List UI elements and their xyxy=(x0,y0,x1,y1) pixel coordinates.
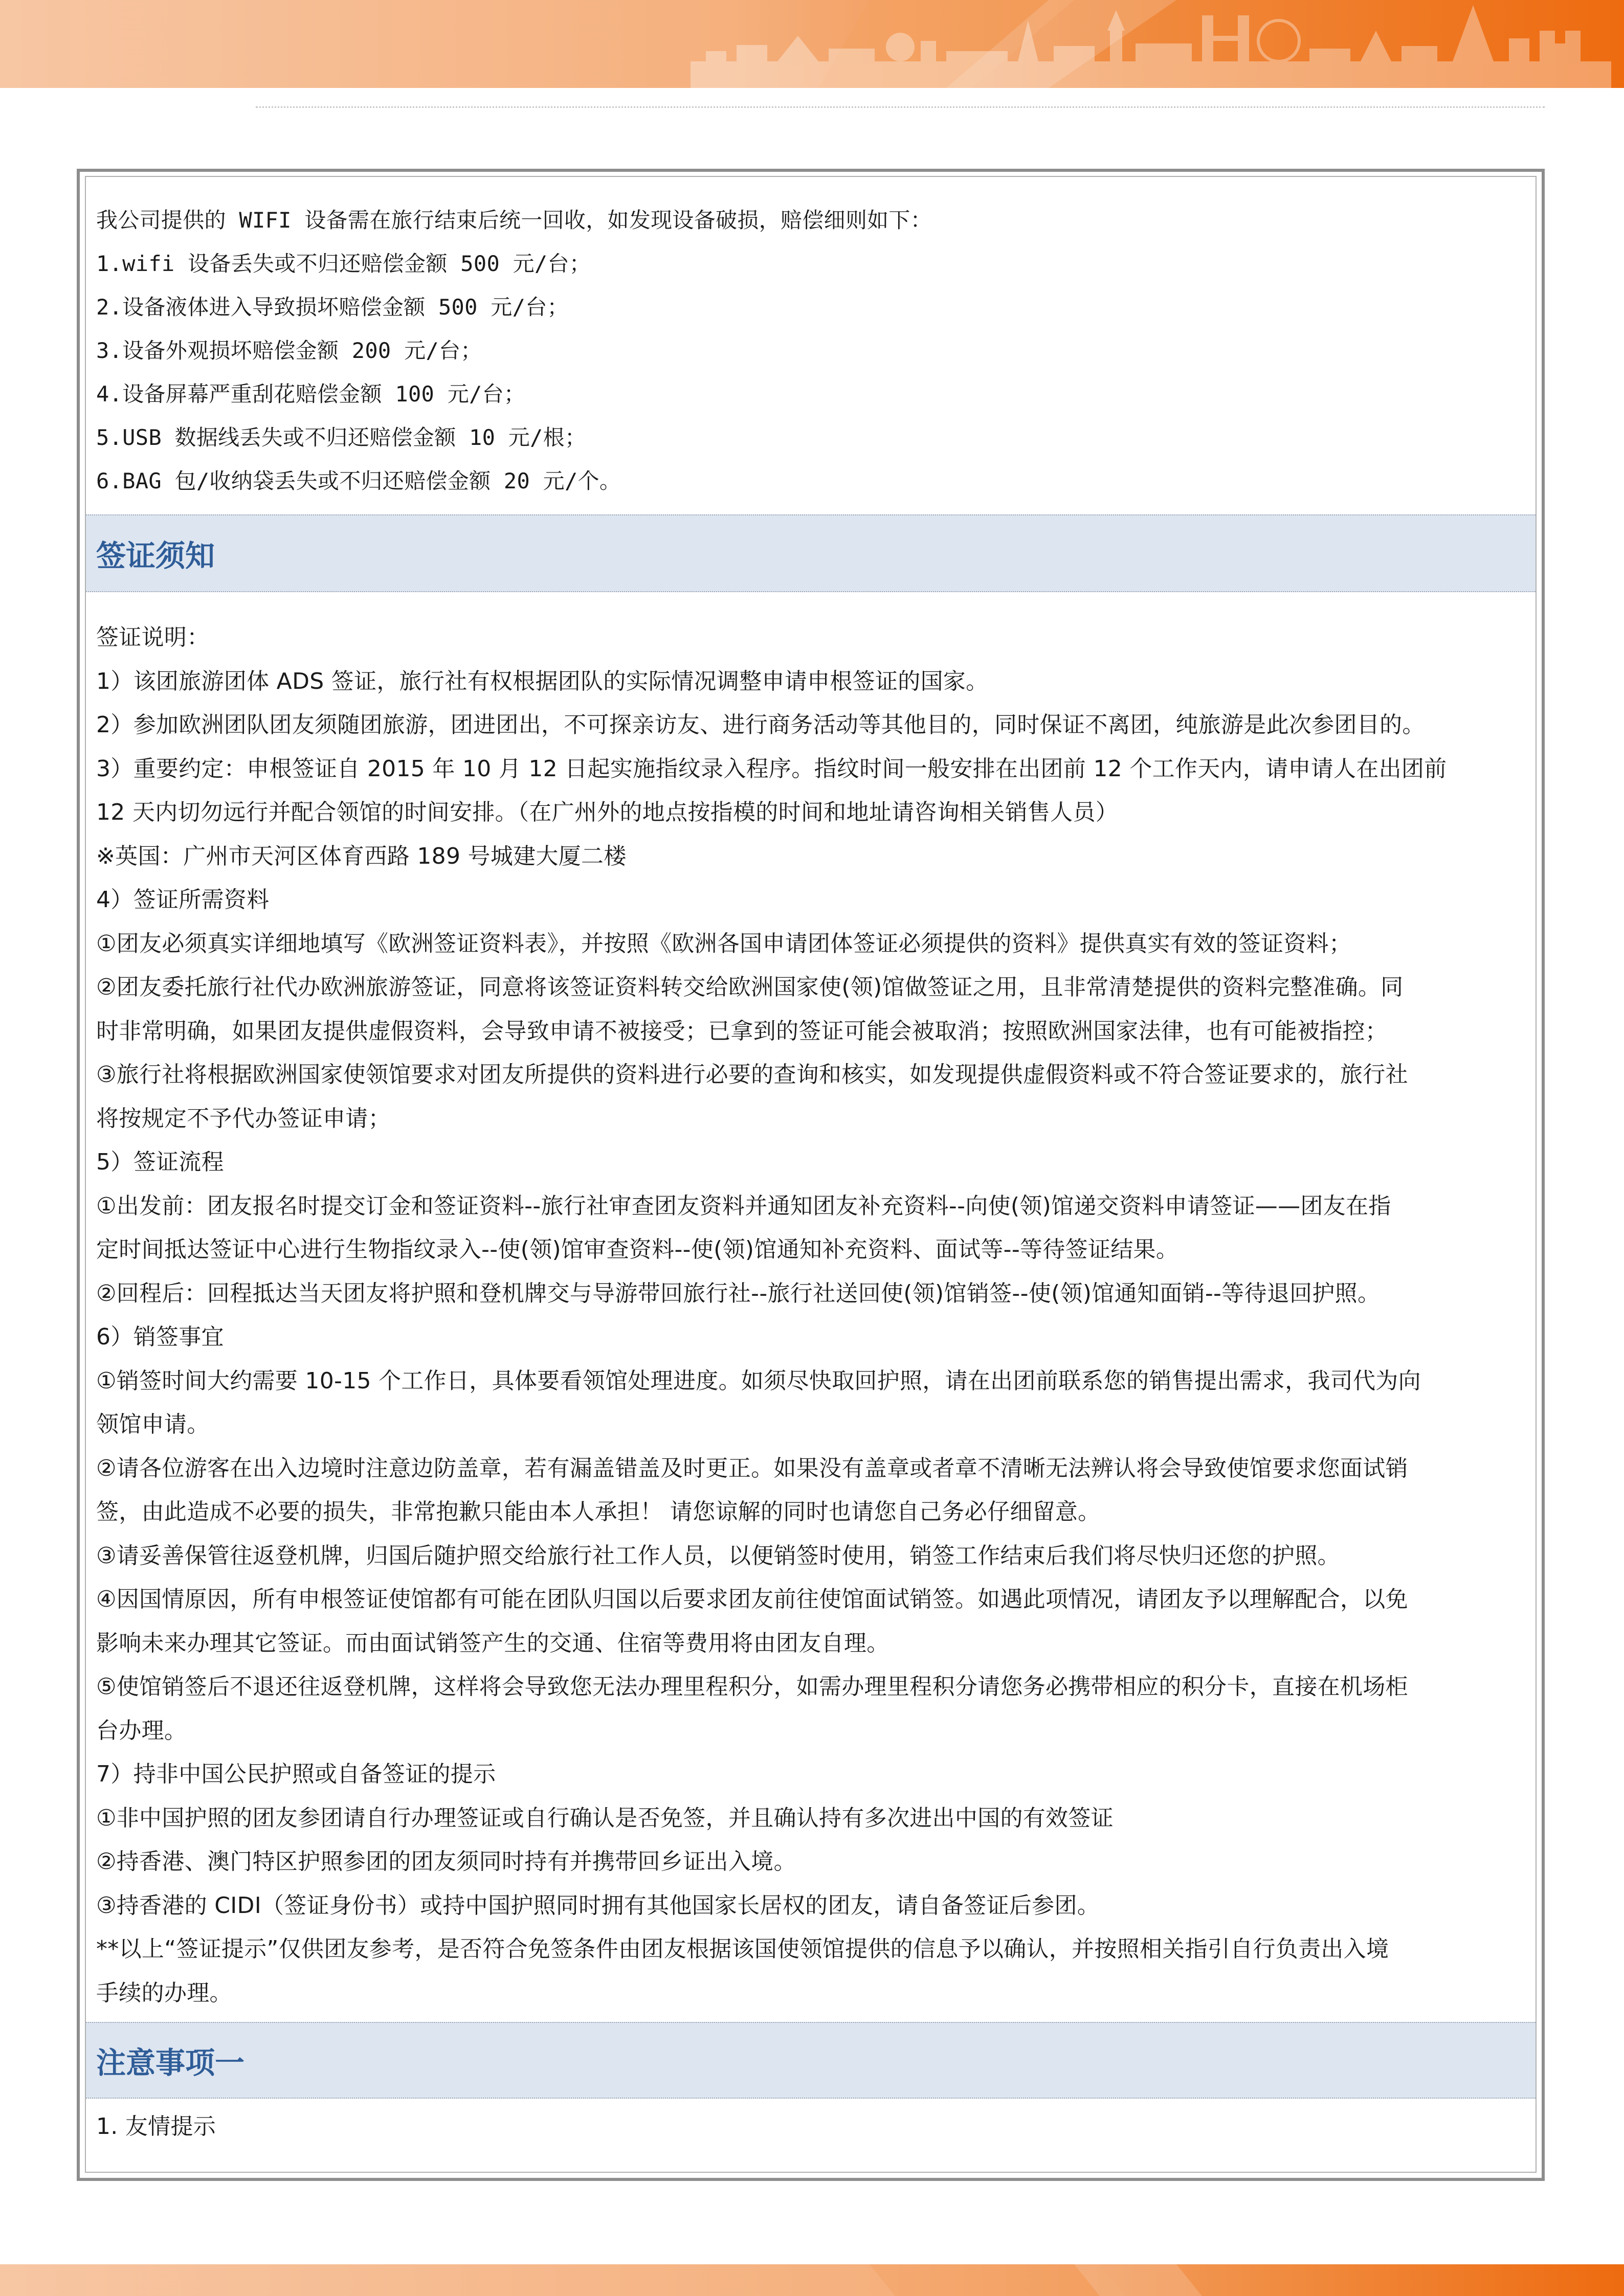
visa-line: 将按规定不予代办签证申请； xyxy=(96,1105,391,1132)
notes-section-header xyxy=(86,2022,1536,2099)
visa-line: ※英国：广州市天河区体育西路 189 号城建大厦二楼 xyxy=(96,843,627,869)
wifi-line: 4.设备屏幕严重刮花赔偿金额 100 元/台； xyxy=(96,381,526,407)
header-divider xyxy=(256,106,1545,108)
visa-line: ③请妥善保管往返登机牌，归国后随护照交给旅行社工作人员，以便销签时使用，销签工作结束后我们将尽快归还您的护照。 xyxy=(96,1542,1340,1569)
visa-content-block xyxy=(86,616,1536,2012)
city-skyline-decoration xyxy=(0,0,1624,88)
wifi-compensation-block xyxy=(86,198,1536,493)
visa-line: ①出发前：团友报名时提交订金和签证资料--旅行社审查团友资料并通知团友补充资料--向使(领)馆递交资料申请签证——团友在指 xyxy=(96,1192,1391,1219)
visa-line: 7）持非中国公民护照或自备签证的提示 xyxy=(96,1761,496,1787)
notes-content-block xyxy=(86,2105,1536,2156)
wifi-line: 6.BAG 包/收纳袋丢失或不归还赔偿金额 20 元/个。 xyxy=(96,468,621,493)
visa-line: **以上“签证提示”仅供团友参考，是否符合免签条件由团友根据该国使领馆提供的信息予以确认，并按照相关指引自行负责出入境 xyxy=(96,1936,1389,1962)
document-table xyxy=(85,176,1537,2173)
visa-line: ④因国情原因，所有申根签证使馆都有可能在团队归国以后要求团友前往使馆面试销签。如遇此项情况，请团友予以理解配合，以免 xyxy=(96,1586,1408,1612)
wifi-line: 我公司提供的 WIFI 设备需在旅行结束后统一回收，如发现设备破损，赔偿细则如下： xyxy=(96,208,932,233)
visa-line: ②请各位游客在出入边境时注意边防盖章，若有漏盖错盖及时更正。如果没有盖章或者章不清晰无法辨认将会导致使馆要求您面试销 xyxy=(96,1455,1408,1481)
visa-line: ③旅行社将根据欧洲国家使领馆要求对团友所提供的资料进行必要的查询和核实，如发现提供虚假资料或不符合签证要求的，旅行社 xyxy=(96,1062,1408,1088)
visa-line: ①团友必须真实详细地填写《欧洲签证资料表》，并按照《欧洲各国申请团体签证必须提供的资料》提供真实有效的签证资料； xyxy=(96,930,1352,957)
visa-line: 2）参加欧洲团队团友须随团旅游，团进团出，不可探亲访友、进行商务活动等其他目的，同时保证不离团，纯旅游是此次参团目的。 xyxy=(96,712,1425,738)
visa-line: ②持香港、澳门特区护照参团的团友须同时持有并携带回乡证出入境。 xyxy=(96,1849,796,1875)
wifi-line: 5.USB 数据线丢失或不归还赔偿金额 10 元/根； xyxy=(96,425,587,450)
visa-line: 1）该团旅游团体 ADS 签证，旅行社有权根据团队的实际情况调整申请申根签证的国家。 xyxy=(96,668,989,694)
visa-line: ①销签时间大约需要 10-15 个工作日，具体要看领馆处理进度。如须尽快取回护照，请在出团前联系您的销售提出需求，我司代为向 xyxy=(96,1367,1421,1394)
visa-line: 台办理。 xyxy=(96,1717,187,1744)
visa-line: ③持香港的 CIDI（签证身份书）或持中国护照同时拥有其他国家长居权的团友，请自备签证后参团。 xyxy=(96,1892,1100,1919)
visa-line: 3）重要约定：申根签证自 2015 年 10 月 12 日起实施指纹录入程序。指纹时间一般安排在出团前 12 个工作天内，请申请人在出团前 xyxy=(96,755,1447,782)
visa-line: 签证说明： xyxy=(96,624,210,650)
visa-line: 定时间抵达签证中心进行生物指纹录入--使(领)馆审查资料--使(领)馆通知补充资料、面试等--等待签证结果。 xyxy=(96,1236,1179,1263)
visa-section-title: 签证须知 xyxy=(96,538,215,573)
visa-line: 手续的办理。 xyxy=(96,1979,232,2006)
wifi-line: 2.设备液体进入导致损坏赔偿金额 500 元/台； xyxy=(96,295,569,320)
notes-line: 1. 友情提示 xyxy=(96,2113,216,2140)
header-banner xyxy=(0,0,1624,88)
visa-line: 领馆申请。 xyxy=(96,1411,210,1437)
visa-line: 4）签证所需资料 xyxy=(96,887,270,913)
notes-section-title: 注意事项一 xyxy=(96,2045,245,2080)
visa-line: ①非中国护照的团友参团请自行办理签证或自行确认是否免签，并且确认持有多次进出中国的有效签证 xyxy=(96,1805,1114,1831)
visa-line: ②回程后：回程抵达当天团友将护照和登机牌交与导游带回旅行社--旅行社送回使(领)馆销签--使(领)馆通知面销--等待退回护照。 xyxy=(96,1280,1381,1307)
visa-line: 5）签证流程 xyxy=(96,1149,224,1175)
visa-section-header xyxy=(86,514,1536,592)
visa-line: ⑤使馆销签后不退还往返登机牌，这样将会导致您无法办理里程积分，如需办理里程积分请您务必携带相应的积分卡，直接在机场柜 xyxy=(96,1674,1408,1700)
document-frame xyxy=(77,169,1545,2181)
visa-line: ②团友委托旅行社代办欧洲旅游签证，同意将该签证资料转交给欧洲国家使(领)馆做签证之用，且非常清楚提供的资料完整准确。同 xyxy=(96,974,1404,1000)
visa-line: 时非常明确，如果团友提供虚假资料，会导致申请不被接受；已拿到的签证可能会被取消；按照欧洲国家法律，也有可能被指控； xyxy=(96,1018,1388,1044)
visa-line: 6）销签事宜 xyxy=(96,1324,224,1350)
footer-stripe-decoration xyxy=(0,2264,1624,2296)
visa-line: 12 天内切勿远行并配合领馆的时间安排。（在广州外的地点按指模的时间和地址请咨询相关销售人员） xyxy=(96,799,1119,825)
visa-line: 影响未来办理其它签证。而由面试销签产生的交通、住宿等费用将由团友自理。 xyxy=(96,1630,889,1656)
wifi-line: 3.设备外观损坏赔偿金额 200 元/台； xyxy=(96,338,482,363)
wifi-line: 1.wifi 设备丢失或不归还赔偿金额 500 元/台； xyxy=(96,251,591,276)
visa-line: 签，由此造成不必要的损失，非常抱歉只能由本人承担！ 请您谅解的同时也请您自己务必仔细留意。 xyxy=(96,1499,1101,1525)
footer-banner xyxy=(0,2264,1624,2296)
